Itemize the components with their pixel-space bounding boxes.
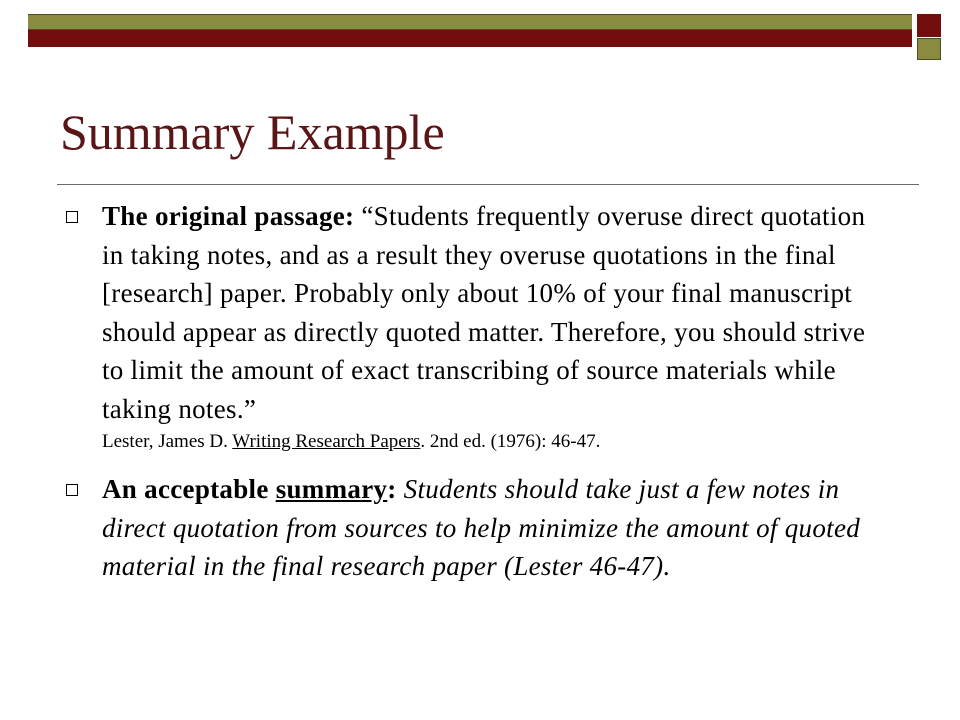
citation-details: . 2nd ed. (1976): 46-47. [420, 431, 601, 452]
citation [102, 428, 890, 456]
top-maroon-bar [28, 30, 912, 47]
square-bullet-icon [66, 211, 78, 223]
summary-label [102, 474, 397, 504]
summary-label-colon: : [387, 474, 397, 504]
bullet-acceptable-summary [60, 470, 890, 586]
citation-author: Lester, James D. [102, 431, 228, 452]
bullet-list [60, 197, 890, 586]
original-passage-label: The original passage: [102, 201, 355, 231]
summary-text: Students should take just a few notes in direct quotation from sources to help minimize the amount of quoted material in the final research paper (Lester 46-47). [102, 474, 861, 581]
top-olive-bar [28, 14, 912, 30]
citation-work-title: Writing Research Papers [232, 431, 421, 452]
title-divider [57, 184, 919, 185]
summary-label-prefix: An acceptable [102, 474, 269, 504]
square-bullet-icon [66, 484, 78, 496]
summary-label-word: summary [275, 474, 388, 504]
slide-title: Summary Example [60, 104, 445, 160]
bullet-original-passage [60, 197, 890, 456]
corner-maroon-square [917, 14, 941, 37]
corner-olive-square [917, 38, 941, 60]
original-passage-quote: “Students frequently overuse direct quotation in taking notes, and as a result they overuse quotations in the final [research] paper. Probably only about 10% of your final manuscript should appear as directly quoted matter. Therefore, you should strive to limit the amount of exact transcribing of source materials while taking notes.” [102, 201, 866, 424]
